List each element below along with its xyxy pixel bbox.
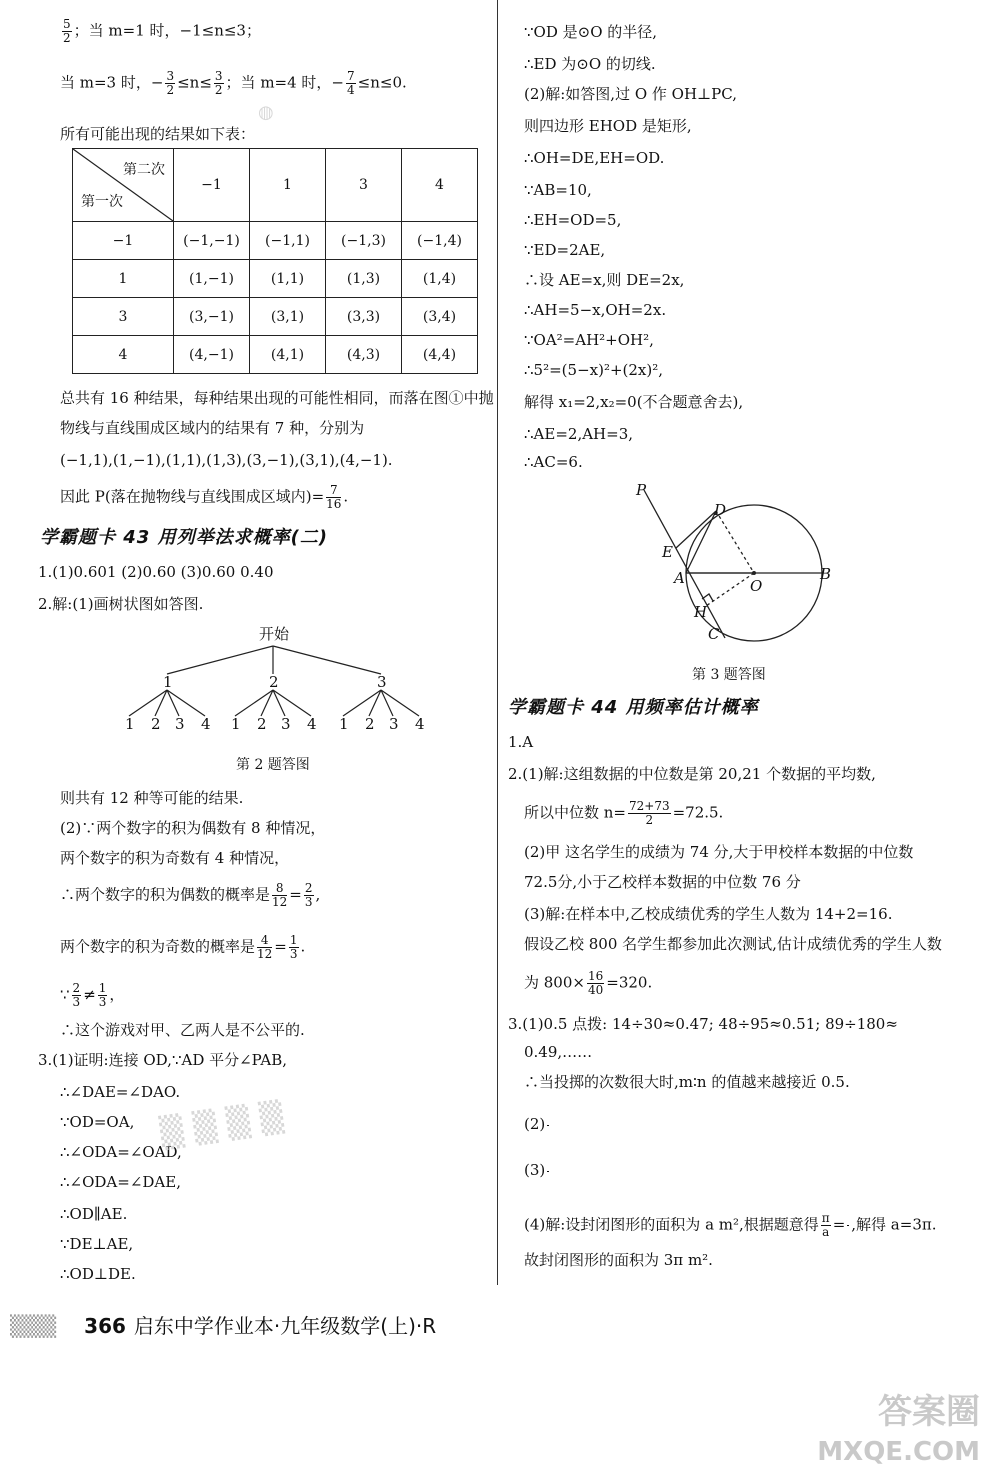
tree-leaf: 1: [231, 715, 241, 733]
label-P: P: [636, 481, 647, 499]
line-q2a: 则共有 12 种等可能的结果.: [60, 789, 244, 807]
line-q3d: ∴∠ODA=∠DAE,: [60, 1173, 181, 1191]
line-q3g: ∴OD⊥DE.: [60, 1265, 136, 1283]
footer-pattern-icon: ▒▒▒: [10, 1314, 57, 1338]
tree-leaf: 1: [125, 715, 135, 733]
answer-q3: 3.(1)证明:连接 OD,∵AD 平分∠PAB,: [38, 1051, 288, 1069]
label-H: H: [694, 603, 708, 621]
line-s3e: (4)解:设封闭图形的面积为 a m²,根据题意得 $\frac{\pi}{a}$ = ,解得 a=3π.: [524, 1211, 937, 1239]
para-probability: 因此 P(落在抛物线与直线围成区域内)= $\frac{7}{16}$ .: [60, 483, 349, 511]
label-C: C: [708, 625, 720, 643]
page-footer: [10, 1310, 436, 1339]
line-q2f: ∵ $\frac{2}{3}$ ≠ $\frac{1}{3}$ ，: [60, 981, 125, 1009]
tree-leaf: 4: [307, 715, 317, 733]
table-row: 4 (4,−1) (4,1) (4,3) (4,4): [73, 336, 478, 374]
caption-q3: 第 3 题答图: [692, 667, 766, 683]
label-E: E: [662, 543, 673, 561]
line-r9: ∴设 AE=x,则 DE=2x,: [524, 271, 685, 289]
tree-leaf: 2: [151, 715, 161, 733]
page-number: 366: [84, 1314, 126, 1338]
line-r10: ∴AH=5−x,OH=2x.: [524, 301, 667, 319]
line-q3f: ∵DE⊥AE,: [60, 1235, 134, 1253]
line-table-intro: 所有可能出现的结果如下表：: [60, 125, 256, 143]
line-q2c: 两个数字的积为奇数有 4 种情况，: [60, 849, 290, 867]
line-q3b: ∵OD=OA,: [60, 1113, 135, 1131]
line-r5: ∴OH=DE,EH=OD.: [524, 149, 665, 167]
column-divider: [497, 0, 498, 1285]
tree-node: 2: [269, 673, 279, 691]
line-median: 所以中位数 n= $\frac{72+73}{2}$ =72.5.: [524, 799, 724, 827]
section-title-44: 学霸题卡 44 用频率估计概率: [508, 697, 759, 718]
table-col-header: 3: [326, 149, 402, 222]
line-cases-m1: $\frac{5}{2}$ ；当 m=1 时，−1≤n≤3；: [63, 17, 261, 45]
tree-diagram: [115, 622, 435, 742]
answer-s1: 1.A: [508, 733, 534, 751]
results-table: [72, 148, 478, 374]
tree-leaf: 3: [175, 715, 185, 733]
label-B: B: [820, 565, 832, 583]
line-r14: ∴AE=2,AH=3,: [524, 425, 633, 443]
tree-leaf: 2: [257, 715, 267, 733]
answer-q2: 2.解:(1)画树状图如答图.: [38, 595, 204, 613]
tree-node: 3: [377, 673, 387, 691]
line-s2e: 假设乙校 800 名学生都参加此次测试,估计成绩优秀的学生人数: [524, 935, 942, 953]
line-q2h: ∴这个游戏对甲、乙两人是不公平的.: [60, 1021, 305, 1039]
line-r15: ∴AC=6.: [524, 453, 583, 471]
line-r1: ∵OD 是⊙O 的半径,: [524, 23, 658, 41]
line-s2f: 为 800× $\frac{16}{40}$ =320.: [524, 969, 653, 997]
line-s2c: 72.5分,小于乙校样本数据的中位数 76 分: [524, 873, 801, 891]
line-q3a: ∴∠DAE=∠DAO.: [60, 1083, 181, 1101]
line-s3b: ∴当投掷的次数很大时,m∶n 的值越来越接近 0.5.: [524, 1073, 850, 1091]
faint-seal-icon: ◍: [258, 102, 274, 123]
table-row: −1 (−1,−1) (−1,1) (−1,3) (−1,4): [73, 222, 478, 260]
tree-root: 开始: [259, 625, 290, 643]
answer-s2: 2.(1)解:这组数据的中位数是第 20,21 个数据的平均数,: [508, 765, 876, 783]
line-s2d: (3)解:在样本中,乙校成绩优秀的学生人数为 14+2=16.: [524, 905, 893, 923]
circle-figure: [630, 478, 840, 646]
tree-leaf: 2: [365, 715, 375, 733]
line-r2: ∴ED 为⊙O 的切线.: [524, 55, 656, 73]
para-total: 总共有 16 种结果，每种结果出现的可能性相同，而落在图①中抛: [60, 389, 494, 407]
tree-leaf: 3: [389, 715, 399, 733]
line-s3c: (2): [524, 1114, 551, 1134]
label-A: A: [674, 569, 685, 587]
watermark: 答案圈 MXQE.COM: [817, 1392, 980, 1467]
tree-leaf: 4: [201, 715, 211, 733]
line-s3a: 0.49,……: [524, 1043, 593, 1061]
table-row: 1 (1,−1) (1,1) (1,3) (1,4): [73, 260, 478, 298]
tree-node: 1: [163, 673, 173, 691]
line-q3e: ∴OD∥AE.: [60, 1205, 128, 1223]
para-count: 物线与直线围成区域内的结果有 7 种，分别为: [60, 419, 365, 437]
label-O: O: [750, 577, 763, 595]
faint-stamp-icon: ▒ ▒ ▒ ▒: [158, 1099, 286, 1152]
caption-q2: 第 2 题答图: [236, 757, 310, 773]
table-row: 3 (3,−1) (3,1) (3,3) (3,4): [73, 298, 478, 336]
answer-s3: 3.(1)0.5 点拨: 14÷30≈0.47; 48÷95≈0.51; 89÷180≈: [508, 1015, 898, 1033]
label-D: D: [714, 501, 727, 519]
table-col-header: 4: [402, 149, 478, 222]
line-r11: ∵OA²=AH²+OH²,: [524, 331, 654, 349]
table-col-header: 1: [250, 149, 326, 222]
line-s3f: 故封闭图形的面积为 3π m².: [524, 1251, 713, 1269]
table-col-header: −1: [174, 149, 250, 222]
line-q2b: (2)∵两个数字的积为偶数有 8 种情况，: [60, 819, 326, 837]
line-s3d: (3): [524, 1160, 551, 1180]
line-q3c: ∴∠ODA=∠OAD,: [60, 1143, 182, 1161]
line-cases-m3-m4: 当 m=3 时，− $\frac{3}{2}$ ≤n≤ $\frac{3}{2}$ ；当 m=4 时，− $\frac{7}{4}$ ≤n≤0.: [60, 69, 407, 97]
tree-leaf: 1: [339, 715, 349, 733]
para-list: (−1,1),(1,−1),(1,1),(1,3),(3,−1),(3,1),(4,−1).: [60, 451, 393, 469]
line-r7: ∴EH=OD=5,: [524, 211, 622, 229]
line-q2e: 两个数字的积为奇数的概率是 $\frac{4}{12}$ = $\frac{1}{3}$ .: [60, 933, 306, 961]
line-r13: 解得 x₁=2,x₂=0(不合题意舍去),: [524, 393, 744, 411]
section-title-43: 学霸题卡 43 用列举法求概率(二): [40, 527, 329, 548]
line-q2d: ∴两个数字的积为偶数的概率是 $\frac{8}{12}$ = $\frac{2}{3}$ ,: [60, 881, 321, 909]
table-corner-cell: 第二次 第一次: [73, 149, 174, 222]
line-r12: ∴5²=(5−x)²+(2x)²,: [524, 361, 664, 379]
tree-leaf: 3: [281, 715, 291, 733]
line-s2b: (2)甲 这名学生的成绩为 74 分,大于甲校样本数据的中位数: [524, 843, 914, 861]
line-r8: ∵ED=2AE,: [524, 241, 606, 259]
answer-q1: 1.(1)0.601 (2)0.60 (3)0.60 0.40: [38, 563, 274, 581]
line-r6: ∵AB=10,: [524, 181, 592, 199]
line-r3: (2)解:如答图,过 O 作 OH⊥PC,: [524, 85, 737, 103]
line-r4: 则四边形 EHOD 是矩形,: [524, 117, 692, 135]
tree-leaf: 4: [415, 715, 425, 733]
fraction-5-2: $\frac{5}{2}$: [63, 17, 71, 45]
book-title: 启东中学作业本·九年级数学(上)·R: [133, 1314, 437, 1338]
